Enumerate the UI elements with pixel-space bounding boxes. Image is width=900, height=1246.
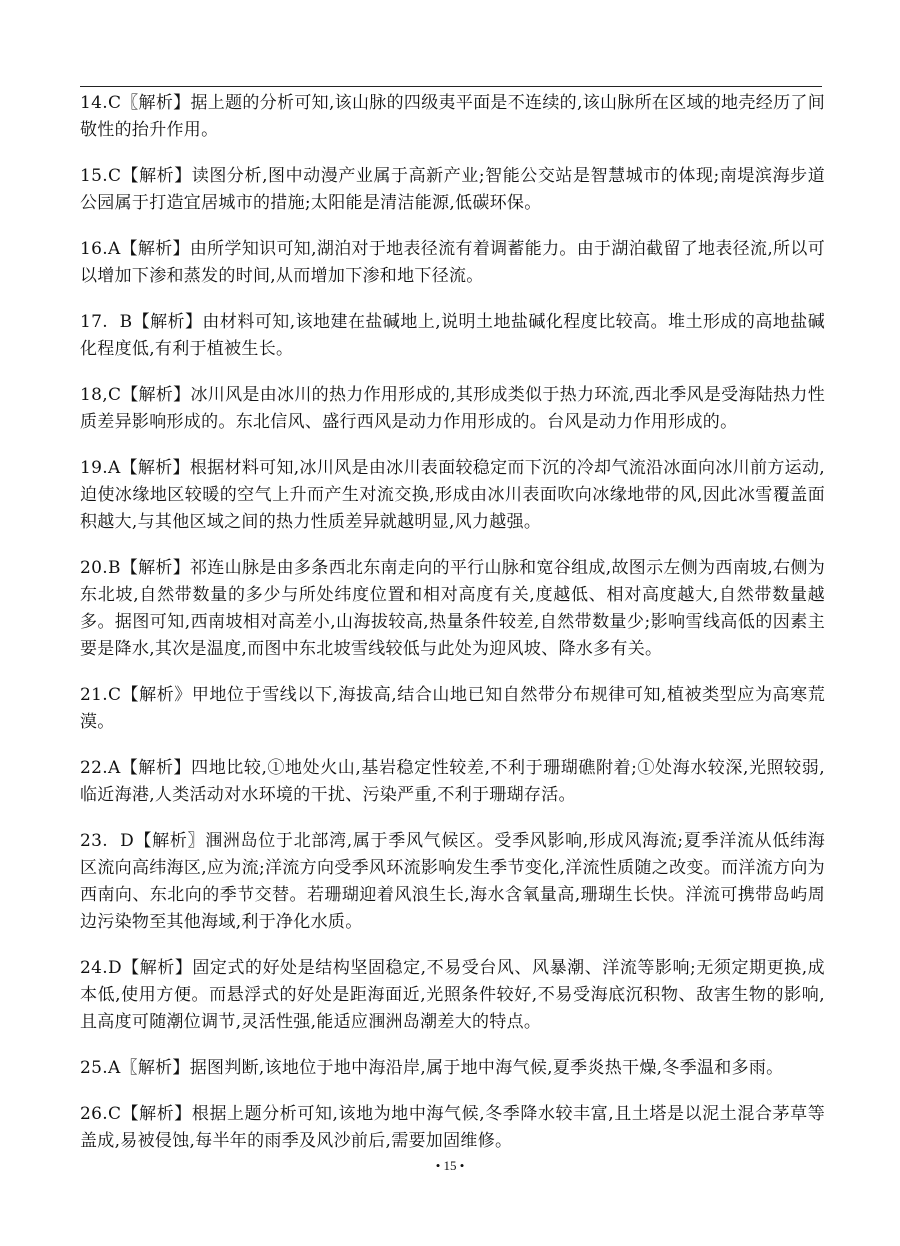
answer-text: B【解析】由材料可知,该地建在盐碱地上,说明土地盐碱化程度比较高。堆土形成的高地盐碱化程度低,有利于植被生长。: [80, 312, 825, 359]
answer-text: A【解析】根据材料可知,冰川风是由冰川表面较稳定而下沉的冷却气流沿冰面向冰川前方运动,迫使冰缘地区较暖的空气上升而产生对流交换,形成由冰川表面吹向冰缘地带的风,因此冰雪覆盖面积越大,与其他区域之间的热力性质差异就越明显,风力越强。: [80, 458, 825, 532]
question-number: 14.: [80, 93, 108, 113]
question-number: 18,: [80, 385, 108, 405]
question-number: 16.: [80, 239, 108, 259]
answer-entry-14: [80, 90, 825, 144]
answer-entry-22: [80, 755, 825, 809]
answer-entry-20: [80, 555, 825, 663]
answer-text: D【解析〗涠洲岛位于北部湾,属于季风气候区。受季风影响,形成风海流;夏季洋流从低纬海区流向高纬海区,应为流;洋流方向受季风环流影响发生季节变化,洋流性质随之改变。而洋流方向为西南向、东北向的季节交替。若珊瑚迎着风浪生长,海水含氧量高,珊瑚生长快。洋流可携带岛屿周边污染物至其他海域,利于净化水质。: [80, 831, 825, 932]
answer-text: C〖解析】据上题的分析可知,该山脉的四级夷平面是不连续的,该山脉所在区域的地壳经历了间敬性的抬升作用。: [80, 93, 825, 140]
answer-text: C【解析】根据上题分析可知,该地为地中海气候,冬季降水较丰富,且土塔是以泥土混合茅草等盖成,易被侵蚀,每半年的雨季及风沙前后,需要加固维修。: [80, 1104, 825, 1151]
answer-entry-25: [80, 1055, 825, 1082]
question-number: 24.: [80, 958, 108, 978]
answer-text: A【解析】由所学知识可知,湖泊对于地表径流有着调蓄能力。由于湖泊截留了地表径流,所以可以增加下渗和蒸发的时间,从而增加下渗和地下径流。: [80, 239, 825, 286]
question-number: 22.: [80, 758, 108, 778]
question-number: 21.: [80, 685, 108, 705]
top-rule: [80, 86, 822, 87]
answer-text: C【解析》甲地位于雪线以下,海拔高,结合山地已知自然带分布规律可知,植被类型应为高寒荒漠。: [80, 685, 825, 732]
answer-entry-26: [80, 1101, 825, 1155]
answer-list: [80, 90, 825, 1174]
answer-entry-17: [80, 309, 825, 363]
answer-text: C【解析】读图分析,图中动漫产业属于高新产业;智能公交站是智慧城市的体现;南堤滨海步道公园属于打造宜居城市的措施;太阳能是清洁能源,低碳环保。: [80, 166, 825, 213]
answer-entry-16: [80, 236, 825, 290]
page-number: • 15 •: [435, 1158, 465, 1173]
answer-text: A【解析】四地比较,①地处火山,基岩稳定性较差,不利于珊瑚礁附着;①处海水较深,光照较弱,临近海港,人类活动对水环境的干扰、污染严重,不利于珊瑚存活。: [80, 758, 825, 805]
question-number: 17.: [80, 312, 108, 332]
answer-entry-18: [80, 382, 825, 436]
question-number: 20.: [80, 558, 108, 578]
answer-text: A〖解析】据图判断,该地位于地中海沿岸,属于地中海气候,夏季炎热干燥,冬季温和多雨。: [107, 1058, 784, 1078]
question-number: 23.: [80, 831, 108, 851]
question-number: 19.: [80, 458, 108, 478]
answer-entry-24: [80, 955, 825, 1036]
answer-text: D【解析】固定式的好处是结构坚固稳定,不易受台风、风暴潮、洋流等影响;无须定期更换,成本低,使用方便。而悬浮式的好处是距海面近,光照条件较好,不易受海底沉积物、敌害生物的影响,且高度可随潮位调节,灵活性强,能适应涠洲岛潮差大的特点。: [80, 958, 825, 1032]
question-number: 15.: [80, 166, 108, 186]
question-number: 26.: [80, 1104, 108, 1124]
answer-text: B【解析】祁连山脉是由多条西北东南走向的平行山脉和宽谷组成,故图示左侧为西南坡,右侧为东北坡,自然带数量的多少与所处纬度位置和相对高度有关,度越低、相对高度越大,自然带数量越多。据图可知,西南坡相对高差小,山海拔较高,热量条件较差,自然带数量少;影响雪线高低的因素主要是降水,其次是温度,而图中东北坡雪线较低与此处为迎风坡、降水多有关。: [80, 558, 825, 659]
answer-text: C【解析】冰川风是由冰川的热力作用形成的,其形成类似于热力环流,西北季风是受海陆热力性质差异影响形成的。东北信风、盛行西风是动力作用形成的。台风是动力作用形成的。: [80, 385, 825, 432]
answer-entry-15: [80, 163, 825, 217]
answer-entry-19: [80, 455, 825, 536]
answer-entry-21: [80, 682, 825, 736]
question-number: 25.: [80, 1058, 108, 1078]
answer-entry-23: [80, 828, 825, 936]
